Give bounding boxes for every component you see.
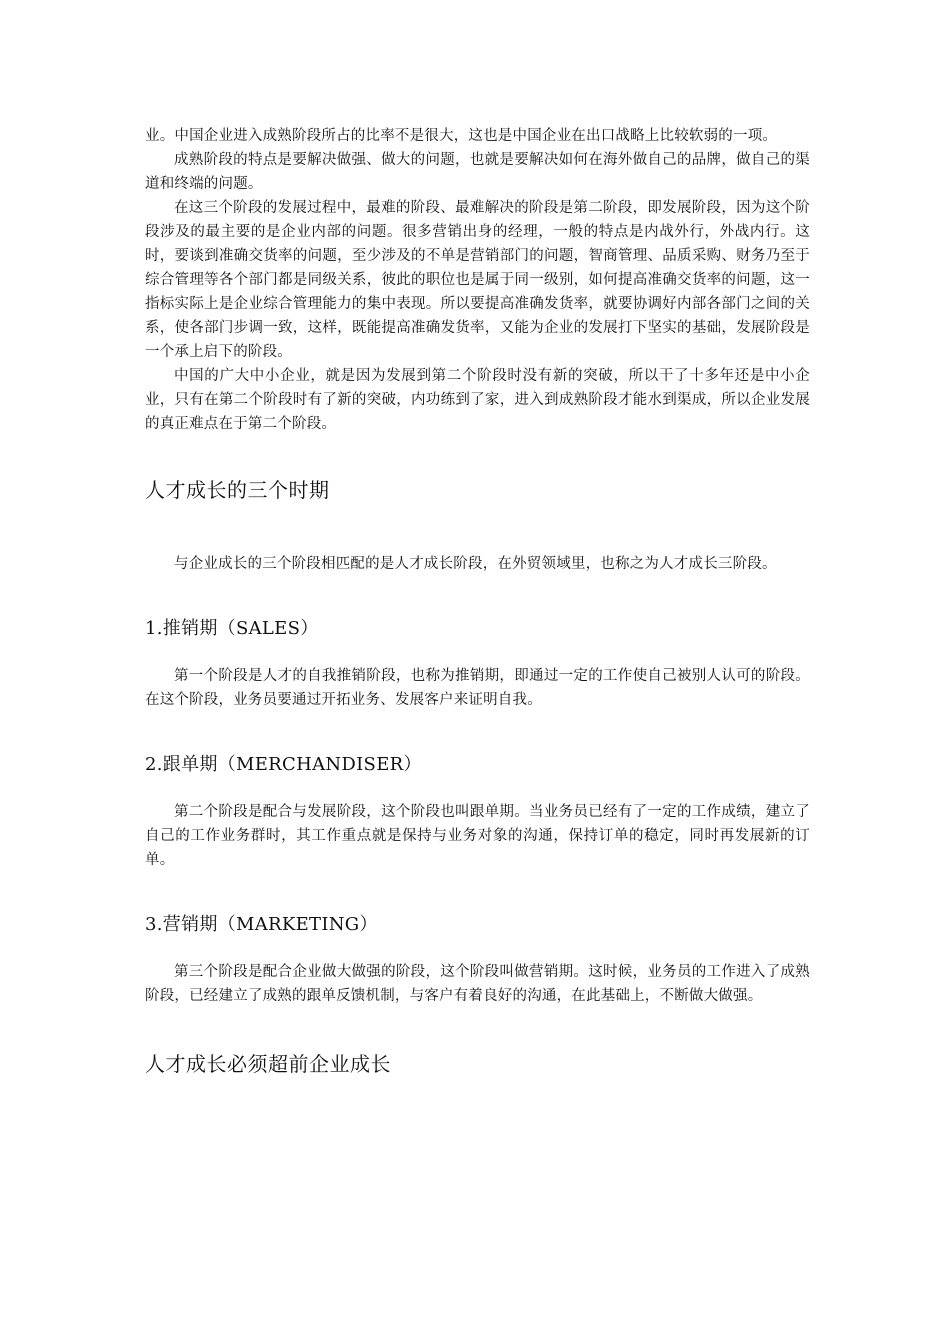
section-heading-talent-ahead: 人才成长必须超前企业成长 bbox=[145, 1052, 391, 1076]
phase-text-merchandiser: 第二个阶段是配合与发展阶段，这个阶段也叫跟单期。当业务员已经有了一定的工作成绩，建立了自己的工作业务群时，其工作重点就是保持与业务对象的沟通，保持订单的稳定，同时再发展新的订单。 bbox=[145, 804, 810, 868]
phase-heading-merchandiser: 2.跟单期（MERCHANDISER） bbox=[145, 754, 422, 775]
document-page bbox=[145, 124, 810, 1078]
phase-heading-sales: 1.推销期（SALES） bbox=[145, 618, 319, 639]
section-heading-talent-growth: 人才成长的三个时期 bbox=[145, 478, 330, 502]
paragraph-smes: 中国的广大中小企业，就是因为发展到第二个阶段时没有新的突破，所以干了十多年还是中小企业，只有在第二个阶段时有了新的突破，内功练到了家，进入到成熟阶段才能水到渠成，所以企业发展的真正难点在于第二个阶段。 bbox=[145, 368, 810, 432]
phase-text-marketing: 第三个阶段是配合企业做大做强的阶段，这个阶段叫做营销期。这时候，业务员的工作进入了成熟阶段，已经建立了成熟的跟单反馈机制，与客户有着良好的沟通，在此基础上，不断做大做强。 bbox=[145, 964, 810, 1004]
paragraph-development-stage: 在这三个阶段的发展过程中，最难的阶段、最难解决的阶段是第二阶段，即发展阶段，因为这个阶段涉及的最主要的是企业内部的问题。很多营销出身的经理，一般的特点是内战外行，外战内行。这时，要谈到准确交货率的问题，至少涉及的不单是营销部门的问题，智商管理、品质采购、财务乃至于综合管理等各个部门都是同级关系，彼此的职位也是属于同一级别，如何提高准确交货率的问题，这一指标实际上是企业综合管理能力的集中表现。所以要提高准确发货率，就要协调好内部各部门之间的关系，使各部门步调一致，这样，既能提高准确发货率，又能为企业的发展打下坚实的基础，发展阶段是一个承上启下的阶段。 bbox=[145, 200, 810, 360]
section-intro: 与企业成长的三个阶段相匹配的是人才成长阶段，在外贸领域里，也称之为人才成长三阶段。 bbox=[174, 556, 777, 572]
phase-text-sales: 第一个阶段是人才的自我推销阶段，也称为推销期，即通过一定的工作使自己被别人认可的阶段。在这个阶段，业务员要通过开拓业务、发展客户来证明自我。 bbox=[145, 668, 810, 708]
paragraph-mature-stage: 成熟阶段的特点是要解决做强、做大的问题，也就是要解决如何在海外做自己的品牌，做自己的渠道和终端的问题。 bbox=[145, 152, 810, 192]
phase-heading-marketing: 3.营销期（MARKETING） bbox=[145, 914, 378, 935]
paragraph-continued: 业。中国企业进入成熟阶段所占的比率不是很大，这也是中国企业在出口战略上比较软弱的一项。 bbox=[145, 128, 778, 144]
